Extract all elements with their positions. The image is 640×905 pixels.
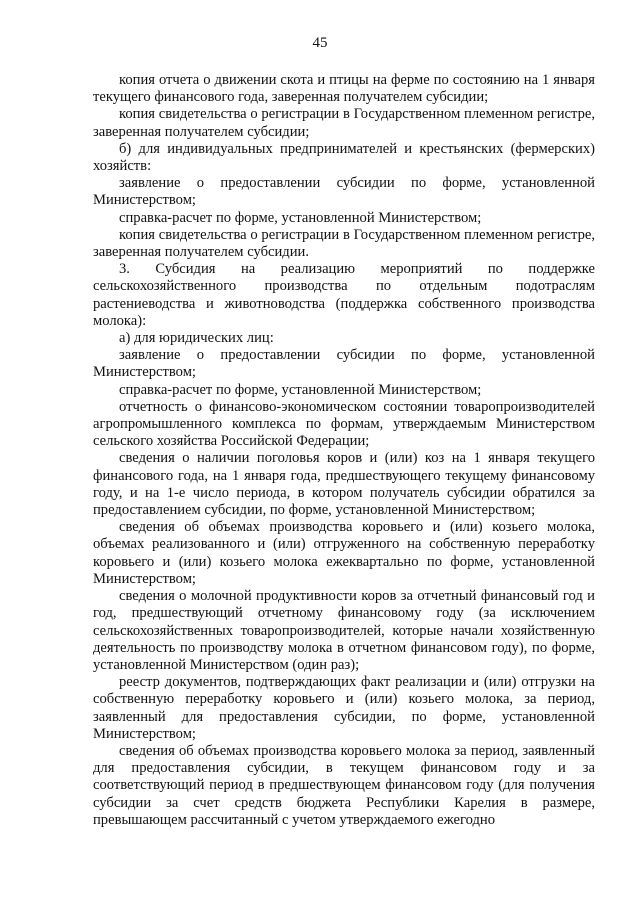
paragraph: реестр документов, подтверждающих факт реализации и (или) отгрузки на собственную переработку коровьего и (или) козьего молока, за период, заявленный для предоставления субсидии, по форме, установленной Министерством; [93,674,595,742]
paragraph: заявление о предоставлении субсидии по форме, установленной Министерством; [93,347,595,381]
paragraph: отчетность о финансово-экономическом состоянии товаропроизводителей агропромышленного комплекса по формам, утверждаемым Министерством сельского хозяйства Российской Федерации; [93,398,595,450]
paragraph: справка-расчет по форме, установленной Министерством; [119,381,482,398]
paragraph: копия свидетельства о регистрации в Государственном племенном регистре, заверенная получателем субсидии. [93,226,595,261]
paragraph: б) для индивидуальных предпринимателей и крестьянских (фермерских) хозяйств: [93,140,595,175]
paragraph: сведения о молочной продуктивности коров за отчетный финансовый год и год, предшествующий отчетному финансовому году (за исключением сельскохозяйственных товаропроизводителей, которые начали хозяйственную деятельность по производству молока в отчетном финансовом году), по форме, установленной Министерством (один раз); [93,588,595,673]
page-number: 45 [312,35,328,51]
paragraph: сведения о наличии поголовья коров и (или) коз на 1 января текущего финансового года, на 1 января года, предшествующего текущему финансовому году, и на 1-е число периода, в котором получатель субсидии обратился за предоставлением субсидии, по форме, установленной Министерством; [93,450,595,519]
paragraph: копия свидетельства о регистрации в Государственном племенном регистре, заверенная получателем субсидии; [93,106,595,140]
paragraph: заявление о предоставлении субсидии по форме, установленной Министерством; [93,175,595,209]
subsection-heading: а) для юридических лиц: [119,330,274,347]
paragraph: справка-расчет по форме, установленной Министерством; [119,209,482,226]
document-body [93,72,595,829]
paragraph: сведения об объемах производства коровьего и (или) козьего молока, объемах реализованного и (или) отгруженного на собственную переработку коровьего и (или) козьего молока ежеквартально по форме, установленной Министерством; [93,519,595,587]
section-heading-3: 3. Субсидия на реализацию мероприятий по поддержке сельскохозяйственного производства по отдельным подотраслям растениеводства и животноводства (поддержка собственного производства молока): [93,261,595,329]
paragraph: сведения об объемах производства коровьего молока за период, заявленный для предоставления субсидии, в текущем финансовом году и за соответствующий период в предшествующем финансовом году (для получения субсидии за счет средств бюджета Республики Карелия в размере, превышающем рассчитанный с учетом утверждаемого ежегодно [93,742,595,828]
paragraph: копия отчета о движении скота и птицы на ферме по состоянию на 1 января текущего финансового года, заверенная получателем субсидии; [93,72,595,106]
